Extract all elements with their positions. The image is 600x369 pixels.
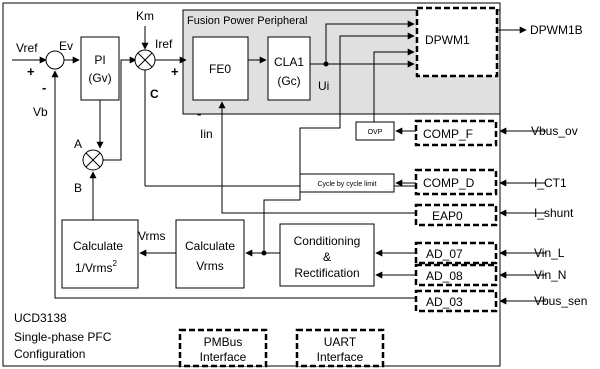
- vb-label: Vb: [33, 105, 48, 119]
- cla1-label: CLA1: [273, 55, 305, 69]
- uart-line2: Interface: [316, 350, 364, 364]
- ev-label: Ev: [59, 39, 74, 53]
- config-line2: Configuration: [14, 347, 86, 361]
- a-label: A: [74, 137, 83, 151]
- fe0-label: FE0: [208, 62, 232, 76]
- i-ct1-label: I_CT1: [534, 176, 567, 190]
- minus-2: -: [197, 106, 202, 121]
- dpwm1-label: DPWM1: [425, 33, 470, 47]
- vin-n-label: Vin_N: [534, 268, 567, 282]
- ovp-label: OVP: [367, 129, 383, 136]
- summer-1: [46, 51, 64, 69]
- calc-inv-block: [62, 220, 138, 288]
- calc-inv-line2: 1/Vrms$^2$: [74, 259, 118, 275]
- iref-label: Iref: [155, 37, 173, 51]
- vrms-label: Vrms: [138, 229, 166, 243]
- calc-vrms-line1: Calculate: [184, 239, 236, 253]
- plus-1: +: [27, 64, 35, 79]
- pi-label: PI: [94, 53, 106, 67]
- cond-line3: Rectification: [294, 266, 360, 280]
- plus-2: +: [171, 64, 179, 79]
- ui-label: Ui: [318, 79, 330, 93]
- vin-l-label: Vin_L: [534, 246, 565, 260]
- vbus-ov-label: Vbus_ov: [531, 124, 578, 138]
- pi-gv-label: (Gv): [88, 71, 112, 85]
- calc-vrms-block: [176, 220, 244, 288]
- comp-f-label: COMP_F: [423, 127, 474, 141]
- ad03-label: AD_03: [426, 295, 463, 309]
- b-label: B: [74, 181, 83, 195]
- cla1-gc-label: (Gc): [277, 74, 301, 88]
- calc-vrms-line2: Vrms: [196, 259, 224, 273]
- ad08-label: AD_08: [426, 269, 463, 283]
- ad07-label: AD_07: [426, 247, 463, 261]
- pmbus-line2: Interface: [199, 350, 247, 364]
- fusion-title: Fusion Power Peripheral: [187, 15, 308, 27]
- pmbus-line1: PMBus: [203, 335, 243, 349]
- config-line1: Single-phase PFC: [14, 330, 112, 344]
- km-label: Km: [136, 9, 154, 23]
- comp-d-label: COMP_D: [423, 176, 475, 190]
- chip-name: UCD3138: [14, 311, 67, 325]
- vref-label: Vref: [16, 41, 38, 55]
- minus-1: -: [42, 80, 47, 95]
- cbc-label: Cycle by cycle limit: [317, 181, 377, 188]
- c-label: C: [150, 87, 159, 101]
- eap0-label: EAP0: [432, 209, 463, 223]
- calc-inv-line1: Calculate: [72, 239, 124, 253]
- dpwm1b-label: DPWM1B: [530, 23, 583, 37]
- pi-block: [81, 37, 119, 100]
- vbus-sen-label: Vbus_sen: [534, 294, 588, 308]
- i-shunt-label: I_shunt: [534, 206, 574, 220]
- cond-line1: Conditioning: [293, 234, 361, 248]
- cond-line2: &: [322, 250, 332, 264]
- iin-label: Iin: [200, 127, 213, 141]
- uart-line1: UART: [323, 335, 357, 349]
